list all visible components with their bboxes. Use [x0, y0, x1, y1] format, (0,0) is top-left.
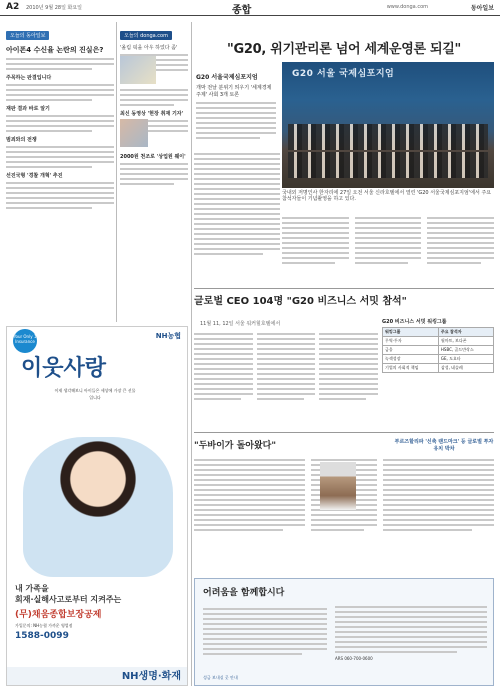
newspaper-brand: 동아일보	[470, 5, 494, 12]
table-cell: 녹색성장	[383, 355, 439, 364]
ceo-headline: 글로벌 CEO 104명 "G20 비즈니스 서밋 참석"	[194, 296, 407, 307]
section-title: 종합	[232, 5, 252, 16]
ad-line-4: 가입문의: NH농협 가까운 영업점	[15, 623, 73, 628]
video-thumbnail[interactable]	[120, 56, 156, 84]
page-date: 2010년 9월 28일 화요일	[26, 5, 83, 11]
g20-subhead-2: 개막 전날 분위기 띄우기 '세계경제 주제' 사회 3개 토론	[196, 85, 272, 98]
ceo-subline: 11월 11, 12일 서울 워커힐호텔에서	[200, 321, 281, 327]
ad-product-name: (무)채움종합보장공제	[15, 610, 102, 620]
table-row	[383, 337, 494, 346]
nh-logo: NH농협	[155, 332, 181, 340]
table-cell: 기업의 사회적 책임	[383, 364, 439, 373]
left-item: 주목하는 판결입니다	[6, 75, 52, 81]
g20-headline: "G20, 위기관리론 넘어 세계운영론 되길"	[227, 42, 461, 57]
news-thumbnail[interactable]	[120, 119, 148, 147]
table-cell: 무역·투자	[383, 337, 439, 346]
left-item: 재판 결과 바로 알기	[6, 106, 50, 112]
table-row	[383, 346, 494, 355]
ad-phone[interactable]: 1588-0099	[15, 631, 69, 641]
page-header	[0, 0, 500, 16]
middle-item: 최신 동영상 '현장 취재 기자'	[120, 111, 184, 117]
g20-body-left	[194, 150, 280, 258]
table-header: 주요 참석자	[438, 328, 493, 337]
table-header: 워킹그룹	[383, 328, 439, 337]
table-cell: 삼성, 네슬레	[438, 364, 493, 373]
website-url[interactable]: www.donga.com	[386, 4, 428, 10]
table-cell: 금융	[383, 346, 439, 355]
ad-promo	[15, 583, 181, 641]
g20-photo	[282, 62, 494, 188]
g20-caption: 국내외 저명인사 한자리에 27일 오전 서울 신라호텔에서 열린 'G20 서울국제심포지엄'에서 주요 참석자들이 기념촬영을 하고 있다.	[282, 190, 492, 202]
left-column-tag: 오늘의 동아일보	[6, 31, 49, 40]
ceo-table	[382, 318, 494, 373]
middle-item: 2000원 천조로 '상업원 웨이'	[120, 154, 186, 160]
middle-headline[interactable]: '올림 픽을 아우 하었다 좀'	[120, 45, 178, 51]
ad-bottom-brand: NH생명·화재	[7, 667, 187, 685]
g20-photo-banner: G20 서울 국제심포지엄	[292, 69, 395, 79]
dubai-portrait-photo	[320, 462, 356, 510]
charity-title: 어려움을 함께합시다	[203, 588, 285, 598]
left-column-title: 아이폰4 수신율 논란의 진실은?	[6, 46, 104, 54]
table-cell: 월마트, 보다폰	[438, 337, 493, 346]
g20-subhead-1: G20 서울국제심포지엄	[196, 74, 258, 81]
ad-line-1: 내 가족을	[15, 584, 49, 593]
g20-subheads	[196, 72, 276, 142]
charity-note: 성금 보내실 곳 안내	[203, 675, 238, 680]
table-cell: HSBC, 골드만삭스	[438, 346, 493, 355]
child-photo	[23, 437, 173, 577]
charity-info	[335, 603, 487, 662]
ad-line-2: 회재·실해사고로부터 지켜주는	[15, 595, 122, 604]
middle-column-tag: 오늘의 donga.com	[120, 31, 172, 40]
table-row	[383, 355, 494, 364]
table-cell: GE, 도요타	[438, 355, 493, 364]
charity-text	[203, 605, 327, 658]
ad-bubble: Your Only 1 Insurance	[13, 329, 37, 353]
middle-column	[120, 22, 188, 322]
ad-poem: 이제 생각해보니 아이들은 세상에 가장 큰 선물입니다	[54, 388, 136, 400]
table-row	[383, 364, 494, 373]
g20-body-right	[282, 214, 494, 267]
dubai-subline: 부르즈할리파 '신축 랜드마크' 등 글로벌 투자 유치 박차	[394, 439, 494, 452]
charity-box	[194, 578, 494, 686]
ad-title: 이웃사랑	[21, 356, 107, 381]
dubai-headline: "두바이가 돌아왔다"	[194, 441, 277, 451]
left-item: 선진국형 '경찰 개혁' 추진	[6, 173, 63, 179]
left-column	[6, 22, 114, 322]
ceo-body	[194, 330, 378, 403]
nh-advertisement[interactable]	[6, 326, 188, 686]
charity-ars[interactable]: ARS 060-700-0600	[335, 656, 373, 661]
ceo-table-caption: G20 비즈니스 서밋 워킹그룹	[382, 319, 447, 325]
left-item: 범죄와의 전쟁	[6, 137, 37, 143]
page-number: A2	[6, 2, 20, 12]
